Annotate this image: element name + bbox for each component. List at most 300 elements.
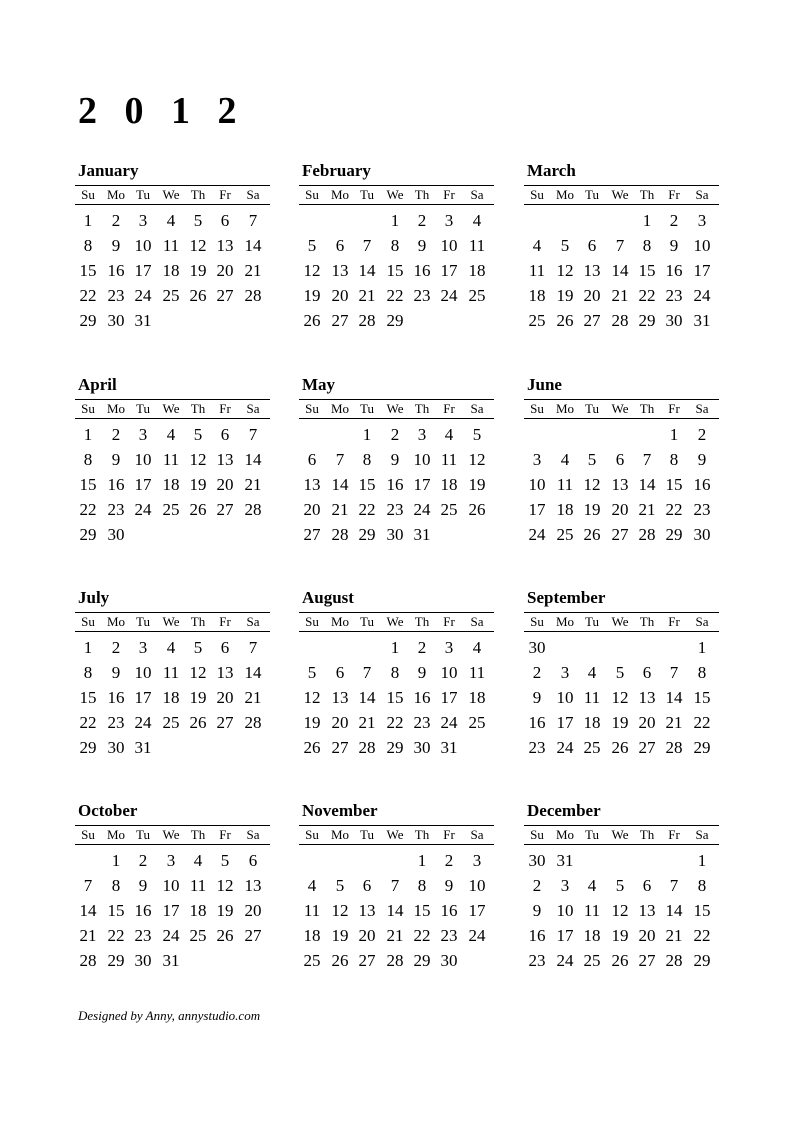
day-cell: 22 [386, 713, 404, 732]
day-cell: 5 [220, 851, 230, 870]
day-cell: 13 [216, 663, 234, 682]
day-cell: 27 [216, 286, 234, 305]
weekday-label: Tu [585, 401, 599, 416]
weekday-label: Su [530, 187, 544, 202]
day-cell: 1 [642, 211, 652, 230]
month-january [78, 160, 273, 360]
day-cell: 5 [193, 425, 203, 444]
day-cell: 22 [413, 926, 431, 945]
day-cell: 5 [193, 638, 203, 657]
day-cell: 12 [189, 450, 207, 469]
weekday-header [302, 400, 497, 418]
day-cell: 29 [79, 311, 97, 330]
designer-credit: Designed by Anny, annystudio.com [78, 1008, 261, 1023]
month-october [78, 800, 273, 1000]
day-cell: 21 [331, 500, 349, 519]
day-cell: 3 [560, 876, 570, 895]
day-cell: 1 [111, 851, 121, 870]
day-cell: 8 [111, 876, 121, 895]
day-cell: 3 [697, 211, 707, 230]
weekday-label: Fr [219, 827, 231, 842]
month-august [302, 587, 497, 787]
day-cell: 1 [83, 211, 93, 230]
month-name: March [527, 161, 576, 180]
month-name: April [78, 375, 117, 394]
day-cell: 15 [693, 688, 711, 707]
day-cell: 10 [556, 901, 574, 920]
day-cell: 1 [83, 638, 93, 657]
day-cell: 10 [413, 450, 431, 469]
day-cell: 21 [244, 261, 262, 280]
day-cell: 16 [413, 688, 431, 707]
weekday-label: Tu [136, 401, 150, 416]
weekday-label: Mo [330, 827, 350, 842]
day-cell: 2 [417, 211, 427, 230]
day-cell: 6 [587, 236, 597, 255]
day-cell: 16 [413, 261, 431, 280]
day-cell: 30 [528, 638, 546, 657]
day-cell: 23 [134, 926, 152, 945]
day-cell: 19 [468, 475, 486, 494]
day-cell: 7 [642, 450, 652, 469]
day-cell: 12 [189, 236, 207, 255]
day-cell: 17 [556, 713, 574, 732]
day-cell: 10 [693, 236, 711, 255]
day-cell: 18 [556, 500, 574, 519]
day-cell: 29 [693, 738, 711, 757]
weekday-header [302, 613, 497, 631]
day-cell: 11 [583, 901, 601, 920]
weekday-label: Fr [443, 614, 455, 629]
weekday-rule-bottom [75, 631, 270, 632]
day-cell: 6 [220, 211, 230, 230]
day-cell: 1 [697, 638, 707, 657]
day-cell: 23 [413, 713, 431, 732]
day-cell: 31 [134, 311, 152, 330]
day-cell: 3 [560, 663, 570, 682]
day-cell: 5 [587, 450, 597, 469]
day-cell: 3 [444, 638, 454, 657]
day-cell: 30 [693, 525, 711, 544]
day-cell: 15 [107, 901, 125, 920]
day-cell: 9 [697, 450, 707, 469]
weekday-label: Fr [443, 827, 455, 842]
day-cell: 29 [386, 311, 404, 330]
day-cell: 20 [358, 926, 376, 945]
day-cell: 27 [216, 713, 234, 732]
day-cell: 9 [390, 450, 400, 469]
weekday-label: Sa [695, 401, 709, 416]
day-cell: 19 [189, 475, 207, 494]
day-cell: 30 [107, 311, 125, 330]
weekday-label: We [386, 401, 404, 416]
day-cell: 14 [638, 475, 656, 494]
day-cell: 24 [440, 286, 458, 305]
day-cell: 20 [331, 286, 349, 305]
day-cell: 10 [528, 475, 546, 494]
day-cell: 12 [611, 688, 629, 707]
day-cell: 2 [532, 663, 542, 682]
day-cell: 11 [468, 236, 486, 255]
day-cell: 24 [556, 951, 574, 970]
weekday-label: Th [190, 614, 206, 629]
month-name: June [527, 375, 562, 394]
month-april [78, 374, 273, 574]
weekday-label: Su [530, 827, 544, 842]
day-cell: 4 [472, 211, 482, 230]
day-cell: 18 [189, 901, 207, 920]
day-cell: 6 [615, 450, 625, 469]
day-cell: 17 [693, 261, 711, 280]
day-cell: 8 [83, 450, 93, 469]
weekday-label: We [162, 401, 180, 416]
weekday-label: Su [530, 401, 544, 416]
day-cell: 18 [468, 261, 486, 280]
weekday-label: We [162, 827, 180, 842]
day-cell: 1 [417, 851, 427, 870]
day-cell: 5 [307, 236, 317, 255]
day-cell: 9 [138, 876, 148, 895]
weekday-label: Su [305, 187, 319, 202]
day-cell: 9 [111, 663, 121, 682]
day-cell: 13 [638, 901, 656, 920]
day-cell: 16 [693, 475, 711, 494]
day-cell: 5 [307, 663, 317, 682]
weekday-rule-bottom [524, 844, 719, 845]
weekday-label: Th [190, 827, 206, 842]
day-cell: 24 [556, 738, 574, 757]
weekday-label: Sa [246, 827, 260, 842]
day-cell: 3 [138, 425, 148, 444]
weekday-label: Tu [136, 827, 150, 842]
weekday-label: Tu [585, 827, 599, 842]
day-cell: 21 [611, 286, 629, 305]
day-cell: 13 [331, 261, 349, 280]
month-july [78, 587, 273, 787]
day-cell: 26 [189, 500, 207, 519]
day-cell: 10 [556, 688, 574, 707]
day-cell: 19 [611, 713, 629, 732]
weekday-rule-bottom [299, 204, 494, 205]
day-cell: 2 [697, 425, 707, 444]
day-cell: 25 [583, 738, 601, 757]
day-cell: 5 [472, 425, 482, 444]
day-cell: 2 [390, 425, 400, 444]
weekday-label: Tu [136, 614, 150, 629]
weekday-label: Th [414, 827, 430, 842]
day-cell: 11 [162, 663, 180, 682]
day-cell: 25 [556, 525, 574, 544]
day-cell: 18 [162, 688, 180, 707]
day-cell: 11 [528, 261, 546, 280]
day-cell: 14 [79, 901, 97, 920]
weekday-label: Sa [695, 614, 709, 629]
day-cell: 23 [528, 951, 546, 970]
day-cell: 4 [193, 851, 203, 870]
day-cell: 29 [386, 738, 404, 757]
day-cell: 22 [358, 500, 376, 519]
day-cell: 28 [244, 286, 262, 305]
day-cell: 20 [216, 688, 234, 707]
weekday-label: Fr [219, 187, 231, 202]
day-cell: 23 [107, 286, 125, 305]
weekday-label: Fr [443, 187, 455, 202]
day-cell: 18 [162, 475, 180, 494]
day-cell: 12 [216, 876, 234, 895]
day-cell: 20 [303, 500, 321, 519]
day-cell: 6 [335, 236, 345, 255]
day-cell: 24 [134, 286, 152, 305]
weekday-label: We [611, 187, 629, 202]
day-cell: 8 [669, 450, 679, 469]
day-cell: 14 [358, 261, 376, 280]
weekday-label: Mo [330, 187, 350, 202]
day-cell: 25 [468, 713, 486, 732]
day-cell: 14 [331, 475, 349, 494]
weekday-label: Fr [219, 401, 231, 416]
day-cell: 16 [528, 713, 546, 732]
day-cell: 18 [528, 286, 546, 305]
day-cell: 27 [611, 525, 629, 544]
weekday-header [78, 826, 273, 844]
day-cell: 5 [560, 236, 570, 255]
day-cell: 7 [669, 876, 679, 895]
weekday-label: We [386, 187, 404, 202]
day-cell: 12 [468, 450, 486, 469]
day-cell: 17 [556, 926, 574, 945]
day-cell: 7 [248, 638, 258, 657]
day-cell: 13 [303, 475, 321, 494]
day-cell: 28 [358, 738, 376, 757]
day-cell: 19 [583, 500, 601, 519]
weekday-header [78, 400, 273, 418]
weekday-rule-bottom [524, 418, 719, 419]
day-cell: 31 [556, 851, 574, 870]
day-cell: 23 [107, 500, 125, 519]
day-cell: 8 [642, 236, 652, 255]
day-cell: 17 [162, 901, 180, 920]
day-cell: 24 [134, 713, 152, 732]
weekday-label: Th [639, 614, 655, 629]
day-cell: 6 [335, 663, 345, 682]
day-cell: 15 [79, 475, 97, 494]
day-cell: 21 [665, 713, 683, 732]
day-cell: 27 [303, 525, 321, 544]
weekday-label: Fr [668, 827, 680, 842]
day-cell: 23 [440, 926, 458, 945]
day-cell: 19 [189, 688, 207, 707]
day-cell: 15 [358, 475, 376, 494]
weekday-label: Mo [555, 401, 575, 416]
day-cell: 15 [386, 261, 404, 280]
day-cell: 4 [307, 876, 317, 895]
day-cell: 18 [440, 475, 458, 494]
day-cell: 16 [440, 901, 458, 920]
weekday-rule-bottom [75, 204, 270, 205]
day-cell: 19 [216, 901, 234, 920]
day-cell: 2 [111, 638, 121, 657]
month-name: August [302, 588, 354, 607]
day-cell: 6 [307, 450, 317, 469]
day-cell: 14 [665, 901, 683, 920]
day-cell: 3 [138, 638, 148, 657]
month-name: December [527, 801, 601, 820]
day-cell: 21 [638, 500, 656, 519]
weekday-header [78, 186, 273, 204]
weekday-label: Mo [330, 401, 350, 416]
day-cell: 27 [244, 926, 262, 945]
day-cell: 16 [386, 475, 404, 494]
weekday-label: Su [81, 401, 95, 416]
day-cell: 14 [386, 901, 404, 920]
day-cell: 4 [587, 876, 597, 895]
month-name: July [78, 588, 110, 607]
day-cell: 22 [79, 713, 97, 732]
weekday-label: Sa [246, 401, 260, 416]
day-cell: 7 [335, 450, 345, 469]
weekday-label: Su [530, 614, 544, 629]
day-cell: 20 [216, 475, 234, 494]
day-cell: 12 [303, 688, 321, 707]
day-cell: 7 [248, 211, 258, 230]
day-cell: 15 [386, 688, 404, 707]
day-cell: 16 [528, 926, 546, 945]
day-cell: 27 [638, 738, 656, 757]
weekday-label: Th [414, 401, 430, 416]
day-cell: 21 [358, 713, 376, 732]
day-cell: 3 [444, 211, 454, 230]
day-cell: 23 [665, 286, 683, 305]
weekday-label: We [162, 187, 180, 202]
day-cell: 8 [362, 450, 372, 469]
month-name: September [527, 588, 606, 607]
month-name: October [78, 801, 138, 820]
month-december [527, 800, 722, 1000]
weekday-label: Th [414, 187, 430, 202]
day-cell: 12 [611, 901, 629, 920]
day-cell: 21 [244, 475, 262, 494]
day-cell: 24 [440, 713, 458, 732]
day-cell: 5 [615, 663, 625, 682]
month-march [527, 160, 722, 360]
day-cell: 7 [615, 236, 625, 255]
day-cell: 7 [362, 663, 372, 682]
day-cell: 31 [440, 738, 458, 757]
day-cell: 29 [79, 525, 97, 544]
day-cell: 3 [532, 450, 542, 469]
day-cell: 8 [390, 663, 400, 682]
day-cell: 15 [79, 261, 97, 280]
day-cell: 21 [244, 688, 262, 707]
weekday-label: Th [639, 827, 655, 842]
weekday-label: Su [81, 827, 95, 842]
day-cell: 9 [111, 450, 121, 469]
day-cell: 21 [386, 926, 404, 945]
month-september [527, 587, 722, 787]
weekday-rule-bottom [299, 418, 494, 419]
day-cell: 1 [669, 425, 679, 444]
day-cell: 11 [189, 876, 207, 895]
day-cell: 19 [303, 286, 321, 305]
day-cell: 6 [642, 876, 652, 895]
weekday-label: Sa [470, 401, 484, 416]
day-cell: 30 [440, 951, 458, 970]
day-cell: 13 [331, 688, 349, 707]
weekday-label: Tu [136, 187, 150, 202]
day-cell: 10 [162, 876, 180, 895]
weekday-label: Su [81, 187, 95, 202]
weekday-label: Fr [219, 614, 231, 629]
weekday-label: Sa [246, 187, 260, 202]
day-cell: 13 [638, 688, 656, 707]
day-cell: 30 [107, 738, 125, 757]
day-cell: 2 [111, 425, 121, 444]
day-cell: 23 [413, 286, 431, 305]
day-cell: 20 [244, 901, 262, 920]
day-cell: 20 [638, 713, 656, 732]
day-cell: 26 [216, 926, 234, 945]
day-cell: 20 [583, 286, 601, 305]
day-cell: 17 [134, 475, 152, 494]
day-cell: 23 [386, 500, 404, 519]
day-cell: 20 [331, 713, 349, 732]
day-cell: 18 [303, 926, 321, 945]
day-cell: 29 [79, 738, 97, 757]
day-cell: 1 [390, 211, 400, 230]
month-name: February [302, 161, 371, 180]
month-november [302, 800, 497, 1000]
day-cell: 9 [417, 236, 427, 255]
day-cell: 1 [697, 851, 707, 870]
day-cell: 26 [611, 738, 629, 757]
day-cell: 28 [79, 951, 97, 970]
day-cell: 20 [611, 500, 629, 519]
day-cell: 26 [556, 311, 574, 330]
day-cell: 12 [556, 261, 574, 280]
day-cell: 25 [189, 926, 207, 945]
weekday-label: Tu [585, 614, 599, 629]
day-cell: 12 [583, 475, 601, 494]
day-cell: 23 [107, 713, 125, 732]
weekday-label: Fr [668, 401, 680, 416]
day-cell: 4 [560, 450, 570, 469]
day-cell: 11 [556, 475, 574, 494]
day-cell: 18 [468, 688, 486, 707]
day-cell: 29 [665, 525, 683, 544]
day-cell: 13 [583, 261, 601, 280]
day-cell: 25 [303, 951, 321, 970]
day-cell: 16 [107, 261, 125, 280]
day-cell: 25 [162, 286, 180, 305]
day-cell: 10 [440, 663, 458, 682]
day-cell: 9 [444, 876, 454, 895]
weekday-rule-bottom [524, 204, 719, 205]
day-cell: 23 [528, 738, 546, 757]
day-cell: 8 [390, 236, 400, 255]
weekday-label: Sa [470, 614, 484, 629]
day-cell: 10 [468, 876, 486, 895]
day-cell: 29 [413, 951, 431, 970]
day-cell: 25 [162, 500, 180, 519]
day-cell: 30 [665, 311, 683, 330]
day-cell: 22 [107, 926, 125, 945]
day-cell: 31 [413, 525, 431, 544]
day-cell: 28 [331, 525, 349, 544]
day-cell: 8 [83, 663, 93, 682]
weekday-label: We [386, 614, 404, 629]
day-cell: 5 [193, 211, 203, 230]
day-cell: 25 [583, 951, 601, 970]
